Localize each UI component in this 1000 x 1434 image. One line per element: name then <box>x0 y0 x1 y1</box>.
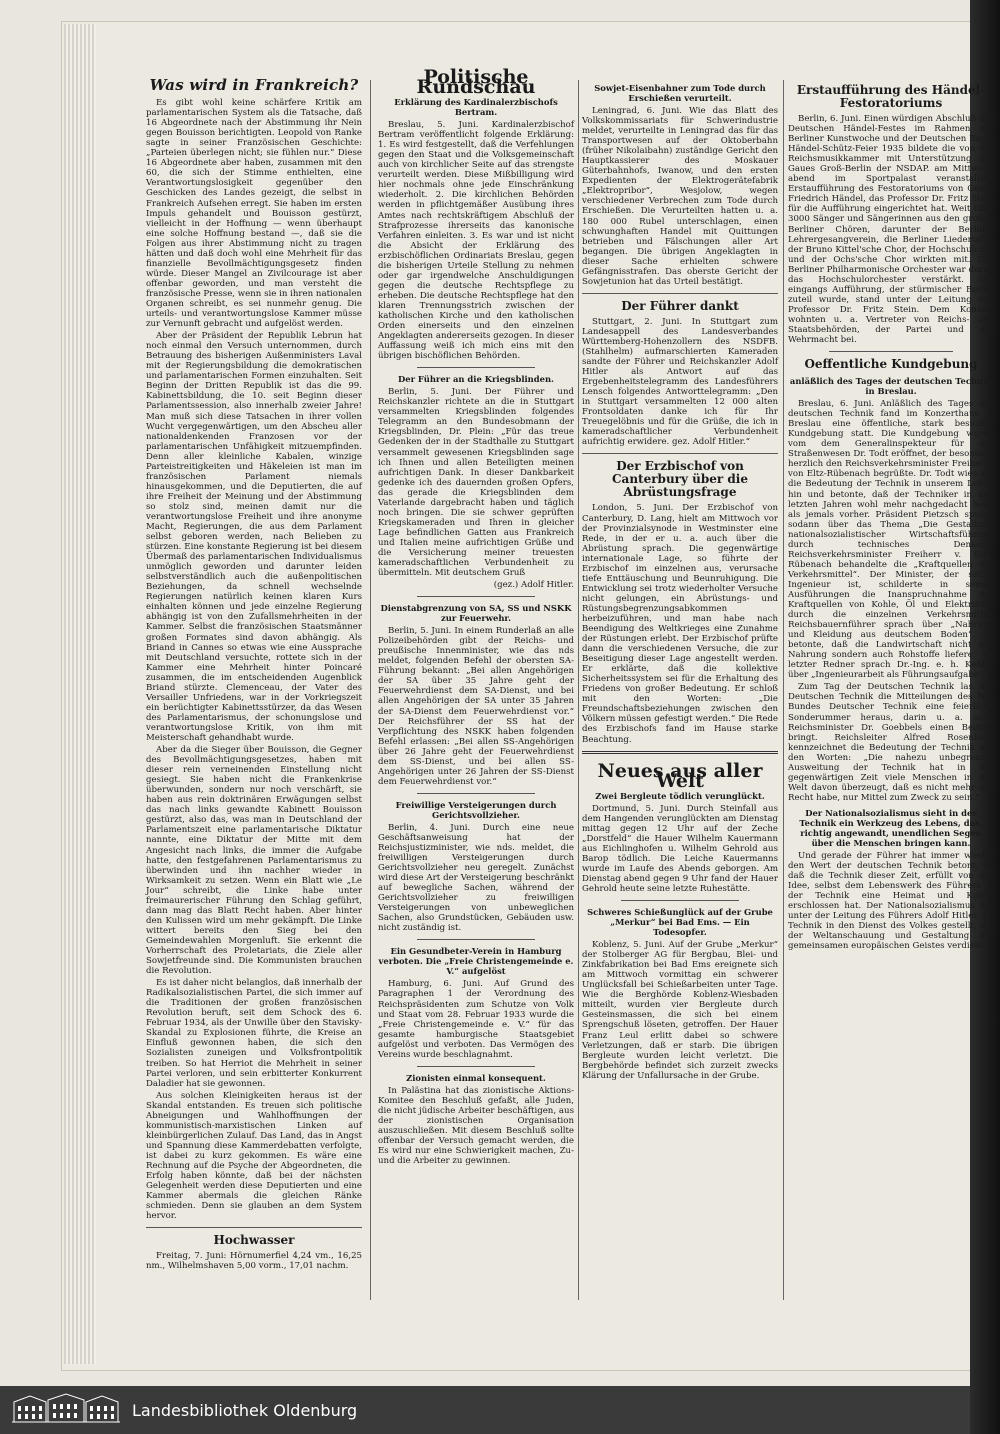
article-heading: Freiwillige Versteigerungen durch Gerichtsvollzieher. <box>395 799 557 820</box>
page-binding <box>64 24 96 1364</box>
paragraph: Und gerade der Führer hat immer wieder den Wert der deutschen Technik betont, so daß die Technik dieser Zeit, erfüllt von der Idee, selbst dem Lebenswerk des Führers in der Technik eine Heimat und Kultur erschlossen hat. Der Nationalsozialismus hat unter der Leitung des Führers Adolf Hitler die Technik in den Dienst des Volkes gestellt, die der Weltanschauung und Gestaltung der gemeinsamen europäischen Geistes verdient. <box>788 850 994 952</box>
article-heading: Der Erzbischof von Canterbury über die Abrüstungsfrage <box>612 459 748 500</box>
paragraph: Leningrad, 6. Juni. Wie das Blatt des Volkskommissariats für Schwerindustrie meldet, verurteilte in Leningrad das für das Transportwesen auf der Oktoberbahn (früher Nikolaibahn) zuständige Gericht den Hauptkassierer des Moskauer Güterbahnhofs, Iwanow, und den ersten Expedienten der Elektrogerätefabrik „Elektropribor“, Wesjolow, wegen verschiedener Verbrechen zum Tode durch Erschießen. Die Verurteilten hatten u. a. 180 000 Rubel unterschlagen, einen schwunghaften Handel mit Quittungen betrieben und Fälschungen aller Art begangen. Die übrigen Angeklagten in dieser Sache erhielten schwere Gefängnisstrafen. Das oberste Gericht der Sowjetunion hat das Urteil bestätigt. <box>582 106 778 287</box>
article-heading: Erstaufführung des Händel-Festoratoriums <box>796 83 986 110</box>
section-title: Politische Rundschau <box>416 66 536 99</box>
divider <box>417 367 535 368</box>
paragraph: Es ist daher nicht belanglos, daß innerhalb der Radikalsozialistischen Partei, die sich immer auf die Traditionen der großen französischen Revolution beruft, seit dem Schock des 6. Februar 1934, als der Unwille über den Stavisky-Skandal zu Explosionen führte, die Kreise an Einfluß gewonnen haben, die sich den Sozialisten zuneigen und Volksfrontpolitik treiben. So hat Herriot die Mehrheit in seiner Partei verloren, und sein erbitterter Konkurrent Daladier hat sie gewonnen. <box>146 978 362 1089</box>
flood-text: Freitag, 7. Juni: Hörnumerfiel 4,24 vm., 16,25 nm., Wilhelmshaven 5,00 vorm., 17,01 nachm. <box>146 1251 362 1272</box>
divider <box>829 351 953 352</box>
paragraph: Koblenz, 5. Juni. Auf der Grube „Merkur“ der Stolberger AG für Bergbau, Blei- und Zinkfabrikation bei Bad Ems ereignete sich am Mittwoch vormittag ein schwerer Unglücksfall bei Schießarbeiten unter Tage. Wie die Berghörde Koblenz-Wiesbaden mitteilt, wurden vier Bergleute durch Gesteinsmassen, die sich bei einem Sprengschuß löseten, getroffen. Der Hauer Franz Leul erlitt dabei so schwere Verletzungen, daß er starb. Die übrigen Bergleute wurden leicht verletzt. Die Bergbehörde befindet sich zurzeit zwecks Klärung der Unfallursache in der Grube. <box>582 940 778 1081</box>
paragraph: Berlin, 4. Juni. Durch eine neue Geschäftsanweisung hat der Reichsjustizminister, wie nds. meldet, die freiwilligen Versteigerungen durch Gerichtsvollzieher neu geregelt. Zunächst wird diese Art der Versteigerung beschränkt auf bewegliche Sachen, während der Gerichtsvollzieher zu freiwilligen Versteigerungen von unbeweglichen Sachen, also Grundstücken, Gebäuden usw. nicht zuständig ist. <box>378 822 574 934</box>
article-heading: Der Führer an die Kriegsblinden. <box>398 374 554 385</box>
paragraph: In Palästina hat das zionistische Aktions-Komitee den Beschluß gefaßt, alle Juden, die nicht jüdische Arbeiter beschäftigen, aus der zionistischen Organisation auszuschließen. Mit diesem Beschluß sollte offenbar der Versuch gemacht werden, die Es wird nur eine Schwierigkeit machen, Zu- und die Arbeiter zu gewinnen. <box>378 1085 574 1167</box>
divider <box>582 453 778 454</box>
column-2 <box>378 60 574 1168</box>
paragraph: Aber der Präsident der Republik Lebrun hat noch einmal den Versuch unternommen, durch Betrauung des bisherigen Außenministers Laval mit der Regierungsbildung die demokratischen und parlamentarischen Formen einzuhalten. Seit Beginn der Dritten Republik ist das die 99. Kabinettsbildung, die 10. seit Beginn dieser Parlamentssession, also innerhalb zweier Jahre! Man muß sich diese Tatsachen in ihrer vollen Wucht vergegenwärtigen, um den Abscheu aller nationaldenkenden Franzosen vor der parlamentarischen Unfähigkeit mitzuempfinden. Denn aller kleinliche Kabalen, winzige Parteistreitigkeiten und Häkeleien ist man im französischen Parlament niemals hinausgekommen, und die Deputierten, die auf ihre Freiheit der Meinung und der Abstimmung so stolz sind, meinen damit nur die verantwortungslose Freiheit und ihre anonyme Macht, Regierungen, die aus dem Parlament selbst geboren werden, nach Belieben zu stürzen. Eine konstante Regierung ist bei diesem Übermaß des parlamentarischen Individualismus unmöglich geworden und darunter leiden selbstverständlich auch die außenpolitischen Beziehungen, da schnell wechselnde Regierungen natürlich keinen klaren Kurs einhalten können und jede einzelne Regierung abhängig ist von den Zufallsmehrheiten in der Kammer. Selbst die französischen Staatsmänner großen Formates sind davon abhängig. Als Briand in Cannes so etwas wie eine Aussprache mit Deutschland versuchte, rottete sich in der Kammer eine Mehrheit hinter Poincaré zusammen, die im entscheidenden Augenblick Briand stürzte. Clemenceau, der Vater des Versailler Unfriedens, war in der Vorkriegszeit ein berüchtigter Kabinettsstürzer, da das Wesen des Parlamentarismus, der schonungslose und verantwortungslose Kritik, von ihm mit Meisterschaft gehandhabt wurde. <box>146 331 362 743</box>
paragraph: Hamburg, 6. Juni. Auf Grund des Paragraphen 1 der Verordnung des Reichspräsidenten zum Schutze von Volk und Staat vom 28. Februar 1933 wurde die „Freie Christengemeinde e. V.“ für das gesamte hamburgische Staatsgebiet aufgelöst und verboten. Das Vermögen des Vereins wurde beschlagnahmt. <box>378 979 574 1060</box>
paragraph: Aber da die Sieger über Bouisson, die Gegner des Bevollmächtigungsgesetzes, haben mit dieser rein verneinenden Einstellung nicht gesiegt. Sie haben nicht die Frankenkrise überwunden, sondern nur noch verschärft, sie haben aus rein doktrinären Erwägungen selbst das nach links gewandte Kabinett Bouisson gestürzt, also das, was man in Deutschland der Parlamentszeit eine parlamentarische Diktatur nannte, eine Diktatur der Mitte mit dem Angesicht nach links, die immer die Aufgabe hatte, den festgefahrenen Parlamentarismus zu überwinden und ihn nachher wieder in Wirksamkeit zu setzen. Wenn ein Blatt wie „Le Jour“ schreibt, die Linke habe unter freimaurerischer Führung den Schlag geführt, dann mag das Blatt Recht haben. Aber hinter den Kulissen wird um mehr gekämpft. Die Linke wittert bereits den Sieg bei den Gemeindewahlen Morgenluft. Sie erkennt die Vorherrschaft des Proletariats, die Ziele aller Sowjetfreunde sind. Die Kommunisten brauchen die Revolution. <box>146 745 362 977</box>
paragraph: Berlin, 6. Juni. Einen würdigen Abschluß des Deutschen Händel-Festes im Rahmen der Berliner Kunstwoche und der Deutschen Bach-Händel-Schütz-Feier 1935 bildete die von der Reichsmusikkammer mit Unterstützung des Gaues Groß-Berlin der NSDAP. am Mittwoch abend im Sportpalast veranstaltete Erstaufführung des Festoratoriums von Georg Friedrich Händel, das Professor Dr. Fritz Stein für die Aufführung eingerichtet hat. Weit über 3000 Sänger und Sängerinnen aus den großen Berliner Chören, darunter der Berliner Lehrergesangverein, die Berliner Liedertafel, der Bruno Kittel'sche Chor, der Hochschulchor und der Ochs'sche Chor wirkten mit. Das Berliner Philharmonische Orchester war durch das Hochschulorchester verstärkt. Die eingangs Aufführung, der stürmischer Beifall zuteil wurde, stand unter der Leitung von Professor Dr. Fritz Stein. Dem Konzert wohnten u. a. Vertreter von Reichs- und Staatsbehörden, der Partei und der Wehrmacht bei. <box>788 114 994 346</box>
paragraph: Berlin, 5. Juni. Der Führer und Reichskanzler richtete an die in Stuttgart versammelten Kriegsblinden folgendes Telegramm an den Bundesobmann der Kriegsblinden, Dr. Plein: „Für das treue Gedenken der in der Stadthalle zu Stuttgart versammelt gewesenen Kriegsblinden sage ich Ihnen und allen Beteiligten meinen aufrichtigen Dank. In dieser Dankbarkeit gedenke ich des dauernden großen Opfers, das gerade die Kriegsblinden dem Vaterlande dargebracht haben und täglich noch bringen. Die sie schwer geprüften Kriegskameraden und Ihren in gleicher Lage befindlichen Gatten aus Frankreich und Italien meine aufrichtigen Grüße und die Versicherung meiner treuesten kameradschaftlichen Verbundenheit zu übermitteln. Mit deutschem Gruß <box>378 387 574 579</box>
paragraph: Stuttgart, 2. Juni. In Stuttgart zum Landesappell des Landesverbandes Württemberg-Hohenzollern des NSDFB. (Stahlhelm) aufmarschierten Kameraden sandte der Führer und Reichskanzler Adolf Hitler als Antwort auf das Ergebenheitstelegramm des Landesführers Lensch folgendes Antworttelegramm: „Den in Stuttgart versammelten 12 000 alten Frontsoldaten danke ich für Ihr Treuegelöbnis und für die Grüße, die ich in kameradschaftlicher Verbundenheit aufrichtig erwidere. gez. Adolf Hitler.“ <box>582 316 778 448</box>
divider <box>417 793 535 794</box>
column-4 <box>788 78 994 953</box>
paragraph: Breslau, 6. Juni. Anläßlich des Tages der deutschen Technik fand im Konzerthaus in Breslau eine öffentliche, stark besuchte Kundgebung statt. Die Kundgebung wurde vom dem Generalinspekteur für das Straßenwesen Dr. Todt eröffnet, der besonders herzlich den Reichsverkehrsminister Freiherrn von Eltz-Rübenach begrüßte. Dr. Todt wies auf die Bedeutung der Technik in unserem Leben hin und betonte, daß der Techniker in den letzten Jahren wohl mehr nachgedacht habe als jemals vorher. Präsident Pietzsch sprach sodann über das Thema „Die Gestaltung nationalsozialistischer Wirtschaftsführung durch technisches Denken“. Reichsverkehrsminister Freiherr v. Eltz-Rübenach behandelte die „Kraftquellen der Verkehrsmittel“. Der Minister, der selbst Ingenieur ist, schilderte in seinen Ausführungen die Inanspruchnahme der Kraftquellen von Kohle, Öl und Elektrizität durch die einzelnen Verkehrsmittel. Reichsbauernführer sprach über „Nahrung und Kleidung aus deutschem Boden“. Er betonte, daß die Landwirtschaft nicht nur Nahrung sondern auch Rohstoffe liefere. Als letzter Redner sprach Dr.-Ing. e. h. Keßler über „Ingenieurarbeit als Führungsaufgabe“. <box>788 399 994 681</box>
article-heading: Schweres Schießunglück auf der Grube „Merkur“ bei Bad Ems. — Ein Todesopfer. <box>587 907 773 938</box>
article-heading: Ein Gesundbeter-Verein in Hamburg verboten. Die „Freie Christengemeinde e. V.“ aufgelöst <box>378 946 574 977</box>
paragraph: Breslau, 5. Juni. Kardinalerzbischof Bertram veröffentlicht folgende Erklärung: 1. Es wird festgestellt, daß die Verfehlungen gegen den Staat und die Volksgemeinschaft auch von kirchlicher Seite auf das strengste verurteilt werden. Diese Mißbilligung wird hier nochmals ohne jede Einschränkung wiederholt. 2. Die kirchlichen Behörden werden in pflichtgemäßer Ausübung ihres Amtes nach rechtskräftigem Abschluß der Strafprozesse ihrerseits das kanonische Verfahren einleiten. 3. Es war und ist nicht die Absicht der Erklärung des erzbischöflichen Ordinariats Breslau, gegen die bisherigen Urteile Stellung zu nehmen oder gar irgendwelche Anschuldigungen gegen die deutsche Rechtspflege zu erheben. Die deutsche Rechtspflege hat den klaren Trennungsstrich zwischen der katholischen Kirche und den katholischen Orden einerseits und den einzelnen Angeklagten andererseits gezogen. In dieser Auffassung weiß ich mich eins mit den übrigen bischöflichen Behörden. <box>378 120 574 362</box>
divider <box>621 900 739 901</box>
divider <box>417 939 535 940</box>
paragraph: Aus solchen Kleinigkeiten heraus ist der Skandal entstanden. Es treuen sich politische Abneigungen und Wahlhoffnungen der kommunistisch-marxistischen Linken auf kleinbürgerlichen Zulauf. Das Land, das in Angst und Spannung diese Kammerdebatten verfolgte, ist dabei zu kurz gekommen. Es wäre eine Rechnung auf die Psyche der Abgeordneten, die Erfolg haben könnte, daß bei der nächsten Gelegenheit werden diese Deputierten und eine Kammer abermals die gleichen Ränke schmieden. Denn sie glauben an dem System hervor. <box>146 1090 362 1222</box>
paragraph: Zum Tag der Deutschen Technik las der Deutschen Technik die Mitteilungen des NS-Bundes Deutscher Technik eine feierliche Sonderummer heraus, darin u. a. auch Reichsminister Dr. Goebbels einen Beitrag bringt. Reichsleiter Alfred Rosenberg kennzeichnet die Bedeutung der Technik mit den Worten: „Die nahezu unbegrenzte Ausweitung der Technik hat in der gegenwärtigen Zeit viele Menschen in der Welt davon überzeugt, daß es nicht mehr das Recht habe, nur Mittel zum Zweck zu sein.“ <box>788 682 994 803</box>
column-rule <box>783 80 784 1300</box>
article-heading: Sowjet-Eisenbahner zum Tode durch Erschießen verurteilt. <box>594 83 766 103</box>
column-rule <box>578 80 579 1300</box>
divider <box>582 293 778 294</box>
article-heading: Zwei Bergleute tödlich verunglückt. <box>595 790 765 801</box>
library-name: Landesbibliothek Oldenburg <box>132 1401 358 1420</box>
column-3 <box>582 78 778 1083</box>
divider <box>417 1066 535 1067</box>
section-title: Neues aus aller Welt <box>597 759 763 792</box>
flood-heading: Hochwasser <box>213 1233 295 1248</box>
paragraph: Berlin, 5. Juni. In einem Runderlaß an alle Polizeibehörden gibt der Reichs- und preußische Innenminister, wie das nds meldet, folgenden Befehl der obersten SA-Führung bekannt: „Bei allen Angehörigen der SA über 35 Jahre geht der Feuerwehrdienst dem SA-Dienst, und bei allen Angehörigen der SA unter 35 Jahren der SA-Dienst dem Feuerwehrdienst vor.“ Der Reichsführer der SS hat der Verpflichtung des NSKK haben folgenden Befehl erlassen: „Bei allen SS-Angehörigen über 26 Jahre geht der Feuerwehrdienst dem SS-Dienst, und bei allen SS-Angehörigen unter 26 Jahren der SS-Dienst dem Feuerwehrdienst vor.“ <box>378 626 574 787</box>
article-heading: Der Führer dankt <box>621 298 739 313</box>
article-subheading: anläßlich des Tages der deutschen Technik in Breslau. <box>789 376 993 397</box>
library-footer <box>0 1386 970 1434</box>
divider <box>417 596 535 597</box>
article-heading: Erklärung des Kardinalerzbischofs Bertram. <box>394 97 558 118</box>
article-heading: Dienstabgrenzung von SA, SS und NSKK zur Feuerwehr. <box>380 603 572 624</box>
paragraph: Es gibt wohl keine schärfere Kritik am parlamentarischen System als die Tatsache, daß 16 Abgeordnete nach der Abstimmung ihr Nein gegen Bouisson berichtigten. Leopold von Ranke sagte in seiner Französischen Geschichte: „Parteien überlegen nicht; sie fühlen nur.“ Diese 16 Abgeordnete aber haben, zusammen mit den 60, die sich der Stimme enthielten, eine Verantwortungslosigkeit gegenüber den Geschicken des Landes gezeigt, die selbst in Frankreich Aufsehen erregt. Sie haben im ersten Impuls gehandelt und Bouisson gestürzt, vielleicht in der Hoffnung — wenn überhaupt eine solche Hoffnung bestand —, daß sie die Folgen aus ihrer Abstimmung nicht zu tragen hätten und daß doch wohl eine Mehrheit für das finanzielle Bevollmächtigungsgesetz finden würde. Dieser Mangel an Zivilcourage ist aber offenbar geworden, und man versteht die französische Presse, wenn sie in ihren nationalen Organen schreibt, es sei nunmehr genug. Die urteils- und verantwortungslose Kammer müsse zur Vernunft gebracht und aufgelöst werden. <box>146 98 362 330</box>
divider <box>582 751 778 754</box>
article-title: Was wird in Frankreich? <box>149 76 359 94</box>
library-building-icon <box>10 1392 122 1424</box>
paragraph: Dortmund, 5. Juni. Durch Steinfall aus dem Hangenden verunglückten am Dienstag mittag gegen 12 Uhr auf der Zeche „Dorstfeld“ die Hauer Wilhelm Kauermann aus Eichlinghofen u. Wilhelm Gehrold aus Barop tödlich. Die Leiche Kauermanns wurde im Laufe des Abends geborgen. Am Dienstag abend gegen 9 Uhr fand der Hauer Gehrold heute seine letzte Ruhestätte. <box>582 803 778 895</box>
article-heading: Oeffentliche Kundgebung <box>804 357 978 372</box>
article-heading: Zionisten einmal konsequent. <box>406 1072 546 1083</box>
column-1 <box>146 60 362 1273</box>
column-rule <box>370 80 371 1300</box>
article-subheading: Der Nationalsozialismus sieht in der Technik ein Werkzeug des Lebens, das, richtig angewandt, unendlichen Segen über die Menschen bringen kann. <box>799 807 983 848</box>
divider <box>146 1227 362 1228</box>
paragraph: London, 5. Juni. Der Erzbischof von Canterbury, D. Lang, hielt am Mittwoch vor der Provinzialsynode in Westminster eine Rede, in der er u. a. auch über die Abrüstung sprach. Die gegenwärtige internationale Lage, so führte der Erzbischof im einzelnen aus, verursache tiefe Enttäuschung und Beunruhigung. Die Entwicklung sei trotz wiederholter Versuche nicht gelungen, ein Abrüstungs- und Rüstungsbegrenzungsabkommen herbeizuführen, und man habe nach Beendigung des Weltkrieges eine Zunahme der Rüstungen erlebt. Der Erzbischof prüfte dann die verschiedenen Versuche, die zur Beseitigung dieser Lage angestellt werden. Er erklärte, daß die kollektive Sicherheitssystem sei für die Erhaltung des Friedens von großer Bedeutung. Er schloß mit den Worten: „Die Freundschaftsbeziehungen zwischen den Völkern müssen gefestigt werden.“ Die Rede des Erzbischofs fand im Hause starke Beachtung. <box>582 503 778 745</box>
signature: (gez.) Adolf Hitler. <box>493 580 574 591</box>
